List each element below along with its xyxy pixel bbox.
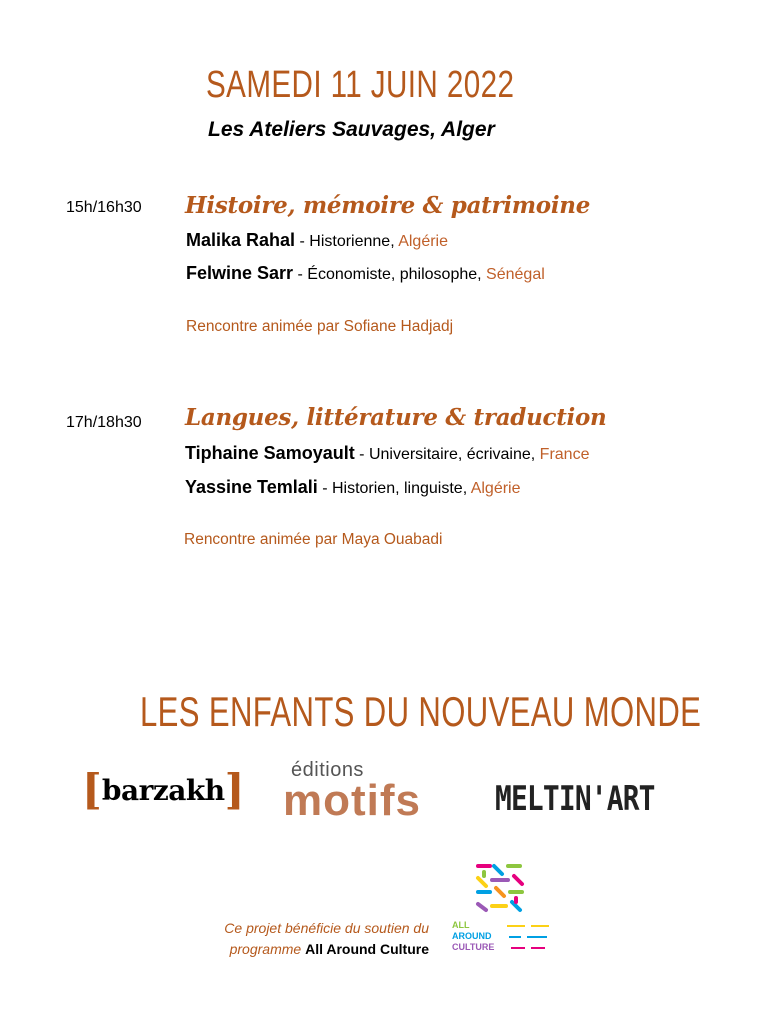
- motifs-logo-editions: éditions: [291, 759, 364, 781]
- meltinart-logo: MELTIN'ART: [495, 779, 655, 819]
- speaker-country: Algérie: [398, 233, 449, 250]
- speaker-name: Tiphaine Samoyault: [185, 443, 355, 463]
- arabic-logo-mark: [505, 920, 551, 954]
- speaker-name: Yassine Temlali: [185, 477, 318, 497]
- support-line-2-prefix: programme: [229, 941, 306, 957]
- speaker-line: [186, 230, 448, 251]
- speaker-name: Felwine Sarr: [186, 263, 294, 283]
- support-line-1: Ce projet bénéficie du soutien du: [224, 920, 429, 936]
- motifs-logo: motifs: [283, 776, 421, 825]
- session-time: 15h/16h30: [66, 199, 142, 216]
- speaker-role: - Universitaire, écrivaine,: [354, 446, 540, 463]
- speaker-role: - Historien, linguiste,: [317, 480, 471, 497]
- session-moderator: Rencontre animée par Maya Ouabadi: [184, 531, 443, 548]
- speaker-name: Malika Rahal: [186, 230, 296, 250]
- session-moderator: Rencontre animée par Sofiane Hadjadj: [186, 318, 454, 335]
- session-time: 17h/18h30: [66, 414, 142, 431]
- speaker-country: France: [539, 446, 590, 463]
- all-around-culture-label: ALL AROUND CULTURE: [452, 920, 495, 952]
- speaker-line: [186, 263, 545, 284]
- support-statement: [224, 918, 429, 960]
- event-date: SAMEDI 11 JUIN 2022: [206, 64, 515, 106]
- speaker-line: [185, 443, 589, 464]
- aac-pattern-icon: [472, 860, 528, 916]
- speaker-country: Algérie: [470, 480, 521, 497]
- speaker-role: - Économiste, philosophe,: [293, 266, 487, 283]
- speaker-line: [185, 477, 521, 498]
- program-name: All Around Culture: [305, 941, 429, 957]
- barzakh-logo: [barzakh]: [82, 765, 245, 814]
- event-venue: Les Ateliers Sauvages, Alger: [208, 118, 495, 141]
- speaker-country: Sénégal: [486, 266, 545, 283]
- arabic-calligraphy-icon: [505, 920, 551, 954]
- all-around-culture-logo: [472, 860, 528, 916]
- festival-title: LES ENFANTS DU NOUVEAU MONDE: [140, 688, 702, 735]
- session-title: Langues, littérature & traduction: [185, 404, 607, 431]
- speaker-role: - Historienne,: [295, 233, 399, 250]
- session-title: Histoire, mémoire & patrimoine: [185, 192, 591, 219]
